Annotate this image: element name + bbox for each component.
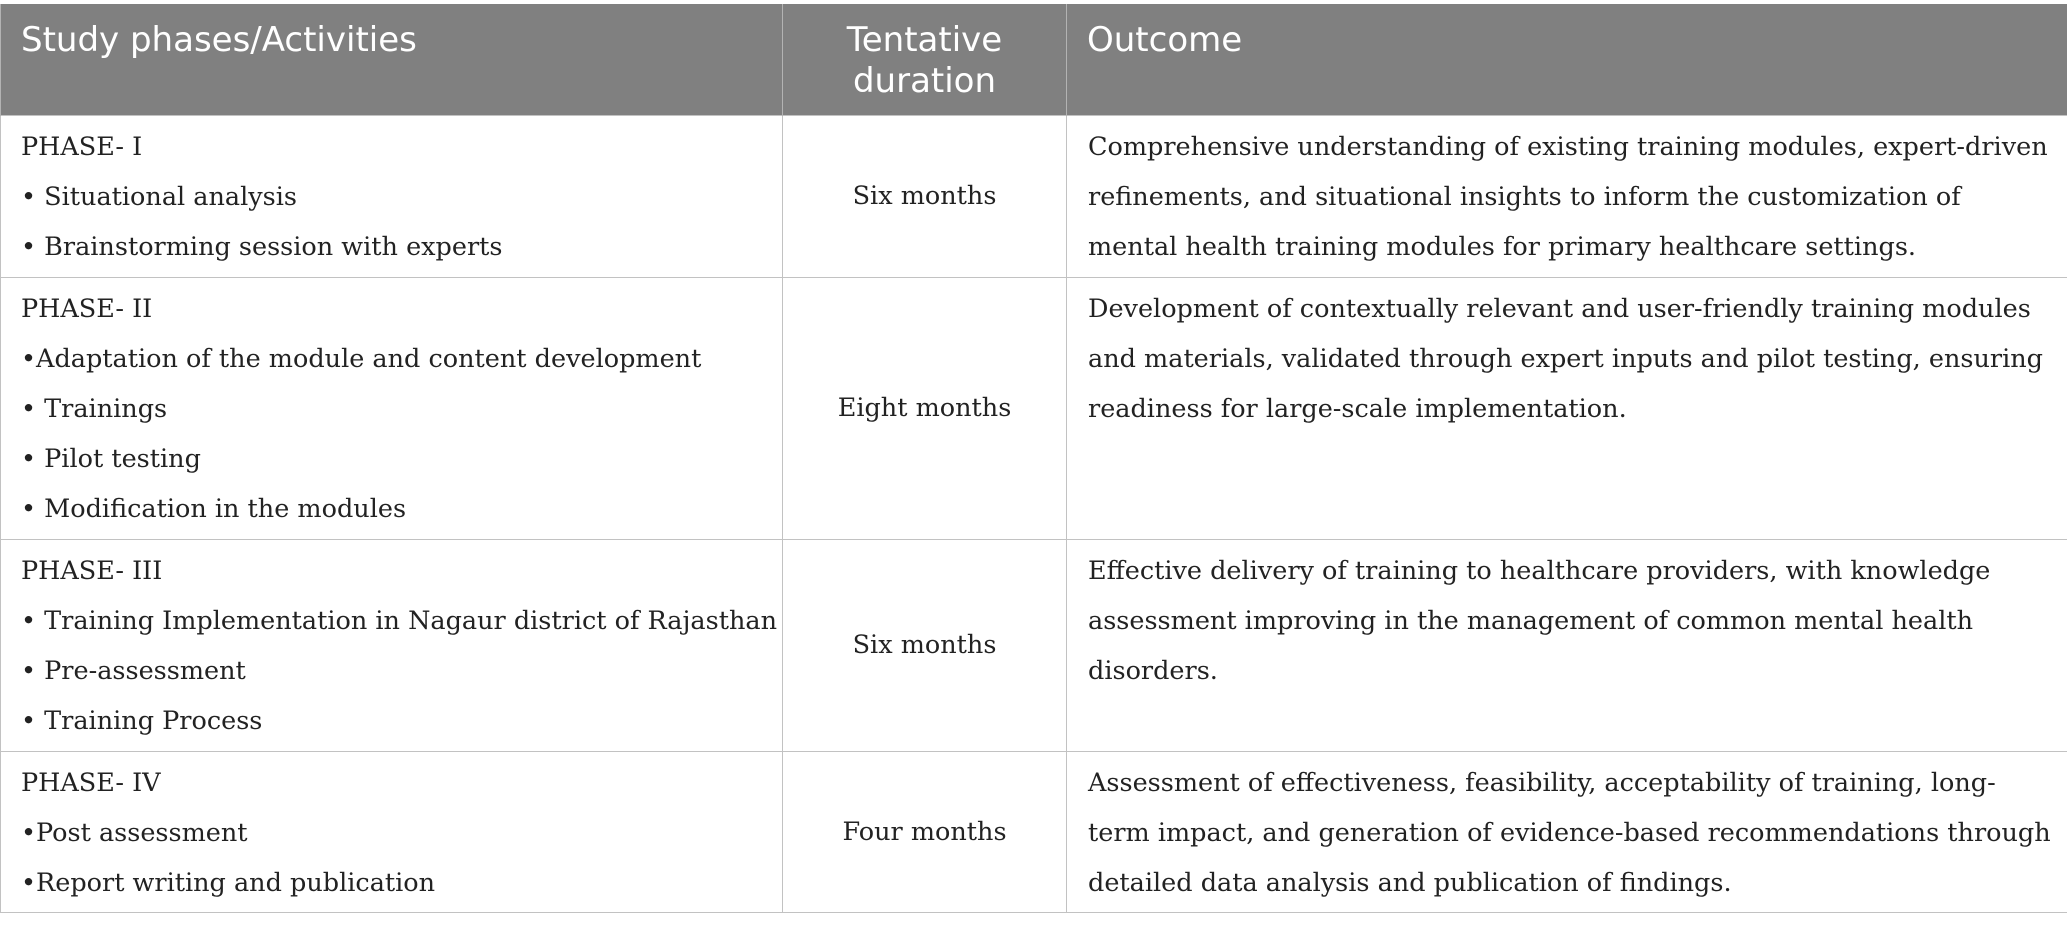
- phase-cell: [1, 751, 783, 912]
- activity-item: • Brainstorming session with experts: [21, 231, 503, 262]
- activity-item: • Modification in the modules: [21, 493, 407, 524]
- table-row: [1, 751, 2067, 912]
- activity-item: • Trainings: [21, 393, 168, 424]
- duration-cell: Six months: [783, 539, 1067, 751]
- outcome-cell: Effective delivery of training to healthcare providers, with knowledge assessment improving in the management of common mental health disorders.: [1067, 539, 2067, 751]
- activity-item: •Post assessment: [21, 817, 248, 848]
- header-row: [1, 4, 2067, 115]
- activity-item: • Situational analysis: [21, 181, 298, 212]
- header-duration: [783, 4, 1067, 115]
- outcome-cell: Assessment of effectiveness, feasibility, acceptability of training, long-term impact, and generation of evidence-based recommendations through detailed data analysis and publication of findings.: [1067, 751, 2067, 912]
- phase-title: PHASE- II: [21, 293, 153, 324]
- activity-item: • Pre-assessment: [21, 655, 246, 686]
- table-row: [1, 277, 2067, 539]
- header-duration-line2: duration: [852, 61, 997, 101]
- table-row: [1, 539, 2067, 751]
- duration-cell: Six months: [783, 115, 1067, 277]
- header-outcome: Outcome: [1067, 4, 2067, 115]
- header-phases: Study phases/Activities: [1, 4, 783, 115]
- outcome-cell: Comprehensive understanding of existing training modules, expert-driven refinements, and situational insights to inform the customization of mental health training modules for primary healthcare settings.: [1067, 115, 2067, 277]
- activity-item: • Training Implementation in Nagaur district of Rajasthan: [21, 605, 777, 636]
- activity-item: • Pilot testing: [21, 443, 201, 474]
- phase-cell: [1, 277, 783, 539]
- phase-cell: [1, 539, 783, 751]
- duration-cell: Four months: [783, 751, 1067, 912]
- duration-cell: Eight months: [783, 277, 1067, 539]
- activity-item: •Report writing and publication: [21, 867, 436, 898]
- activity-item: •Adaptation of the module and content development: [21, 343, 702, 374]
- study-phases-table: [0, 4, 2067, 913]
- table-row: [1, 115, 2067, 277]
- outcome-cell: Development of contextually relevant and user-friendly training modules and materials, validated through expert inputs and pilot testing, ensuring readiness for large-scale implementation.: [1067, 277, 2067, 539]
- activity-item: • Training Process: [21, 705, 263, 736]
- table-header: [1, 4, 2067, 115]
- table-body: [1, 115, 2067, 912]
- header-duration-line1: Tentative: [846, 20, 1003, 60]
- phase-cell: [1, 115, 783, 277]
- phase-title: PHASE- III: [21, 555, 163, 586]
- phase-title: PHASE- I: [21, 131, 143, 162]
- phase-title: PHASE- IV: [21, 767, 161, 798]
